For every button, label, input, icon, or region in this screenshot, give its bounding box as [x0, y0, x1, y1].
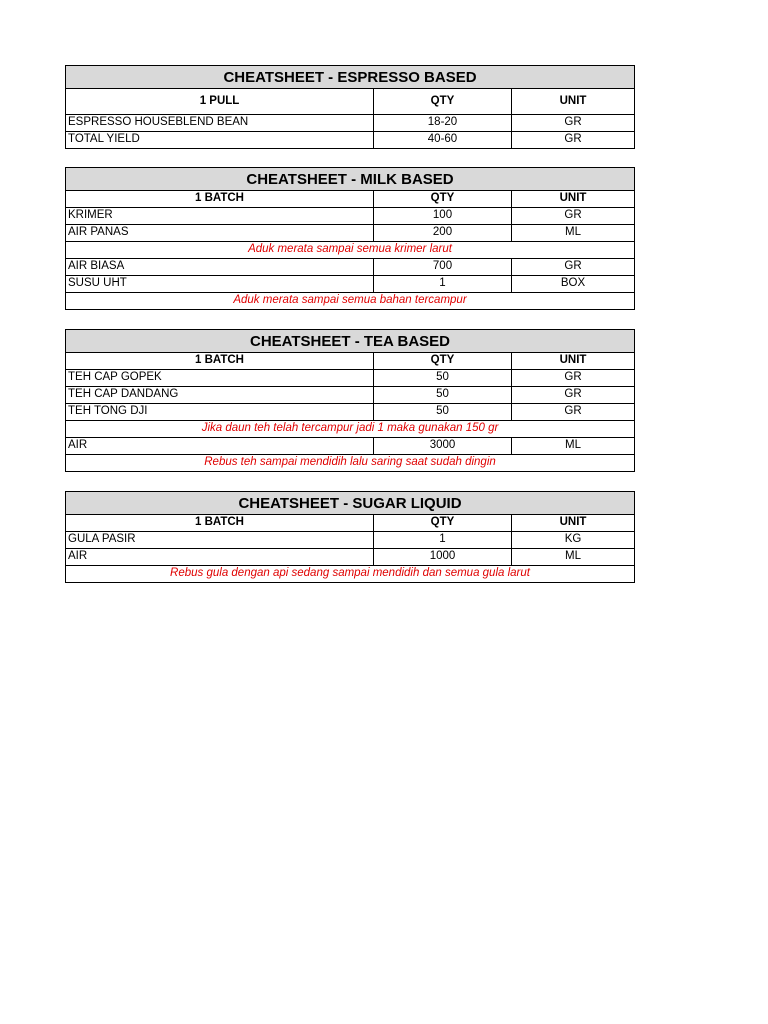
table-row — [66, 370, 635, 387]
column-header-row — [66, 515, 635, 532]
table-row — [66, 225, 635, 242]
ingredient-unit: GR — [512, 387, 635, 404]
ingredient-qty: 18-20 — [374, 115, 512, 132]
column-header-item: 1 PULL — [66, 89, 374, 115]
ingredient-name: AIR — [66, 438, 374, 455]
column-header-qty: QTY — [374, 353, 512, 370]
table-row — [66, 438, 635, 455]
ingredient-qty: 100 — [374, 208, 512, 225]
column-header-qty: QTY — [374, 515, 512, 532]
ingredient-name: TEH TONG DJI — [66, 404, 374, 421]
tea-table-body — [66, 330, 635, 472]
ingredient-unit: GR — [512, 132, 635, 149]
ingredient-name: AIR PANAS — [66, 225, 374, 242]
table-row — [66, 208, 635, 225]
sheet-title-row — [66, 492, 635, 515]
sugar-table-body — [66, 492, 635, 583]
sheet-title: CHEATSHEET - ESPRESSO BASED — [66, 66, 635, 89]
espresso-table-body — [66, 66, 635, 149]
ingredient-unit: KG — [512, 532, 635, 549]
instruction-note: Jika daun teh telah tercampur jadi 1 maka gunakan 150 gr — [66, 421, 635, 438]
ingredient-name: SUSU UHT — [66, 276, 374, 293]
ingredient-qty: 1 — [374, 276, 512, 293]
sheet-title-row — [66, 330, 635, 353]
column-header-item: 1 BATCH — [66, 353, 374, 370]
column-header-row — [66, 89, 635, 115]
ingredient-qty: 700 — [374, 259, 512, 276]
ingredient-qty: 50 — [374, 387, 512, 404]
sheet-title-row — [66, 168, 635, 191]
ingredient-name: TOTAL YIELD — [66, 132, 374, 149]
ingredient-qty: 1 — [374, 532, 512, 549]
ingredient-name: TEH CAP DANDANG — [66, 387, 374, 404]
ingredient-qty: 1000 — [374, 549, 512, 566]
sheet-title: CHEATSHEET - SUGAR LIQUID — [66, 492, 635, 515]
ingredient-name: AIR — [66, 549, 374, 566]
ingredient-qty: 200 — [374, 225, 512, 242]
ingredient-unit: ML — [512, 225, 635, 242]
table-row — [66, 532, 635, 549]
note-row — [66, 455, 635, 472]
note-row — [66, 566, 635, 583]
ingredient-unit: GR — [512, 404, 635, 421]
note-row — [66, 421, 635, 438]
ingredient-qty: 50 — [374, 404, 512, 421]
ingredient-unit: ML — [512, 549, 635, 566]
column-header-unit: UNIT — [512, 191, 635, 208]
note-row — [66, 242, 635, 259]
column-header-row — [66, 191, 635, 208]
instruction-note: Aduk merata sampai semua krimer larut — [66, 242, 635, 259]
ingredient-name: GULA PASIR — [66, 532, 374, 549]
ingredient-name: KRIMER — [66, 208, 374, 225]
column-header-row — [66, 353, 635, 370]
ingredient-unit: GR — [512, 208, 635, 225]
table-row — [66, 387, 635, 404]
milk-cheatsheet-table — [65, 167, 635, 310]
column-header-qty: QTY — [374, 191, 512, 208]
table-row — [66, 132, 635, 149]
sheet-title: CHEATSHEET - TEA BASED — [66, 330, 635, 353]
sheet-title: CHEATSHEET - MILK BASED — [66, 168, 635, 191]
column-header-item: 1 BATCH — [66, 191, 374, 208]
column-header-unit: UNIT — [512, 89, 635, 115]
sheet-title-row — [66, 66, 635, 89]
ingredient-name: AIR BIASA — [66, 259, 374, 276]
column-header-qty: QTY — [374, 89, 512, 115]
sugar-cheatsheet-table — [65, 491, 635, 583]
milk-table-body — [66, 168, 635, 310]
column-header-unit: UNIT — [512, 353, 635, 370]
ingredient-unit: GR — [512, 370, 635, 387]
ingredient-unit: GR — [512, 115, 635, 132]
table-row — [66, 404, 635, 421]
table-row — [66, 549, 635, 566]
ingredient-name: TEH CAP GOPEK — [66, 370, 374, 387]
tea-cheatsheet-table — [65, 329, 635, 472]
espresso-cheatsheet-table — [65, 65, 635, 149]
instruction-note: Rebus gula dengan api sedang sampai mendidih dan semua gula larut — [66, 566, 635, 583]
column-header-unit: UNIT — [512, 515, 635, 532]
table-row — [66, 259, 635, 276]
table-row — [66, 276, 635, 293]
ingredient-qty: 40-60 — [374, 132, 512, 149]
instruction-note: Aduk merata sampai semua bahan tercampur — [66, 293, 635, 310]
table-row — [66, 115, 635, 132]
instruction-note: Rebus teh sampai mendidih lalu saring saat sudah dingin — [66, 455, 635, 472]
ingredient-qty: 50 — [374, 370, 512, 387]
column-header-item: 1 BATCH — [66, 515, 374, 532]
ingredient-unit: GR — [512, 259, 635, 276]
ingredient-unit: ML — [512, 438, 635, 455]
ingredient-name: ESPRESSO HOUSEBLEND BEAN — [66, 115, 374, 132]
ingredient-qty: 3000 — [374, 438, 512, 455]
ingredient-unit: BOX — [512, 276, 635, 293]
note-row — [66, 293, 635, 310]
